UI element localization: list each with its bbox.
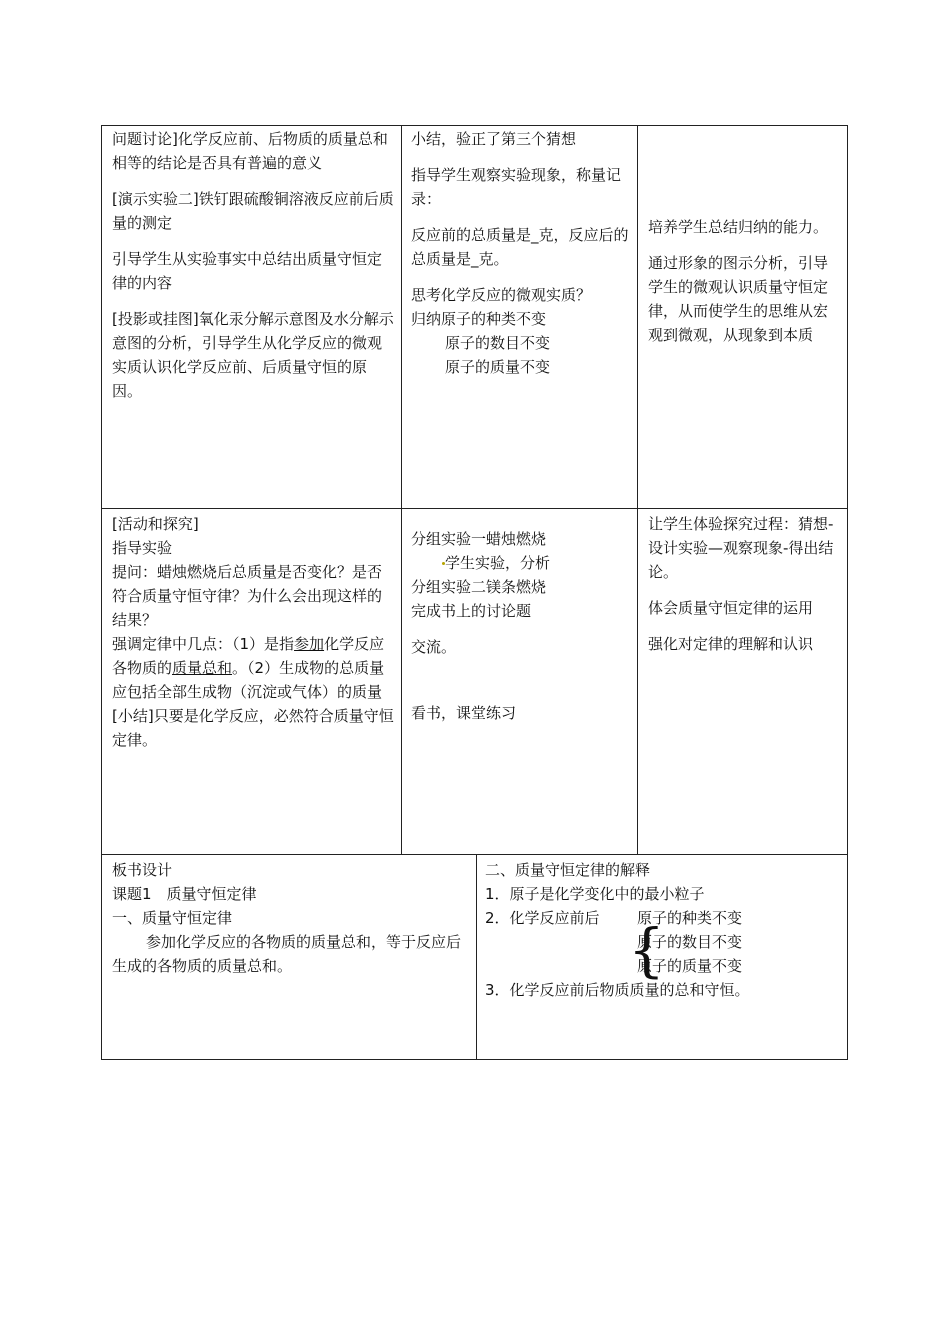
paragraph: [演示实验二]铁钉跟硫酸铜溶液反应前后质量的测定 — [112, 190, 394, 232]
col-divider-row3 — [476, 854, 477, 1060]
paragraph: 完成书上的讨论题 — [411, 602, 532, 620]
paragraph: 分组实验二镁条燃烧 — [411, 578, 547, 596]
paragraph: 指导学生观察实验现象，称量记录： — [411, 166, 622, 208]
row-divider-2 — [101, 854, 848, 855]
paragraph: 通过形象的图示分析，引导学生的微观认识质量守恒定律，从而使学生的思维从宏观到微观，从现象到本质 — [648, 254, 829, 344]
paragraph: 思考化学反应的微观实质？ — [411, 286, 592, 304]
text-span: 。（2）生成物的总质量应包括全部生成物（沉淀或气体）的质量 — [112, 659, 385, 701]
paragraph: 1．原子是化学变化中的最小粒子 — [485, 885, 705, 903]
row1-student-activity — [411, 127, 633, 379]
paragraph: 小结，验正了第三个猜想 — [411, 130, 577, 148]
col-divider-2 — [637, 125, 638, 855]
table-border-top — [101, 125, 848, 126]
curly-brace-icon: { — [628, 916, 665, 984]
table-border-right — [847, 125, 848, 1060]
table-border-left — [101, 125, 102, 1060]
col-divider-1 — [401, 125, 402, 855]
lesson-plan-table — [101, 125, 848, 1060]
paragraph: 一、质量守恒定律 — [112, 909, 233, 927]
row2-student-activity — [411, 527, 633, 725]
paragraph: 体会质量守恒定律的运用 — [648, 599, 814, 617]
paragraph: 提问：蜡烛燃烧后总质量是否变化？是否符合质量守恒守律？为什么会出现这样的结果？ — [112, 563, 383, 629]
underlined-term: 参加 — [294, 635, 325, 653]
paragraph: 板书设计 — [112, 861, 173, 879]
paragraph: 强化对定律的理解和认识 — [648, 635, 814, 653]
paragraph: 培养学生总结归纳的能力。 — [648, 218, 829, 236]
row2-design-intent — [648, 512, 840, 656]
text-span: 强调定律中几点：（1）是指 — [112, 635, 295, 653]
paragraph: 指导实验 — [112, 539, 173, 557]
paragraph: 参加化学反应的各物质的质量总和，等于反应后生成的各物质的质量总和。 — [112, 933, 462, 975]
row1-design-intent — [648, 215, 840, 347]
paragraph: 让学生体验探究过程：猜想-设计实验—观察现象-得出结论。 — [648, 515, 834, 581]
paragraph: [活动和探究] — [112, 515, 199, 533]
board-design-left — [112, 858, 470, 978]
text-span: 2．化学反应前后 — [485, 909, 600, 927]
paragraph: 原子的质量不变 — [445, 358, 551, 376]
paragraph: 3．化学反应前后物质质量的总和守恒。 — [485, 981, 750, 999]
row1-teacher-activity — [112, 127, 394, 403]
paragraph: 反应前的总质量是_克，反应后的总质量是_克。 — [411, 226, 629, 268]
paragraph: 原子的数目不变 — [445, 334, 551, 352]
list-item: 原子的种类不变 — [637, 909, 743, 927]
table-border-bottom — [101, 1059, 848, 1060]
paragraph — [112, 632, 394, 704]
row2-teacher-activity — [112, 512, 394, 752]
paragraph: 问题讨论]化学反应前、后物质的质量总和相等的结论是否具有普遍的意义 — [112, 130, 388, 172]
stray-mark — [442, 562, 445, 565]
paragraph: [小结]只要是化学反应，必然符合质量守恒定律。 — [112, 707, 394, 749]
list-item: 原子的质量不变 — [637, 957, 743, 975]
paragraph: 二、质量守恒定律的解释 — [485, 861, 651, 879]
paragraph: 分组实验一蜡烛燃烧 — [411, 530, 547, 548]
list-item: 原子的数目不变 — [637, 933, 743, 951]
underlined-term: 质量总和 — [172, 659, 233, 677]
paragraph: 学生实验，分析 — [445, 554, 551, 572]
paragraph: [投影或挂图]氧化汞分解示意图及水分解示意图的分析，引导学生从化学反应的微观实质认识化学反应前、后质量守恒的原因。 — [112, 310, 394, 400]
row-divider-1 — [101, 508, 848, 509]
text-span: 化学反应各物质的 — [112, 635, 385, 677]
paragraph: 归纳原子的种类不变 — [411, 310, 547, 328]
paragraph: 交流。 — [411, 638, 457, 656]
paragraph: 引导学生从实验事实中总结出质量守恒定律的内容 — [112, 250, 383, 292]
paragraph: 课题1 质量守恒定律 — [112, 885, 257, 903]
paragraph: 看书，课堂练习 — [411, 704, 517, 722]
